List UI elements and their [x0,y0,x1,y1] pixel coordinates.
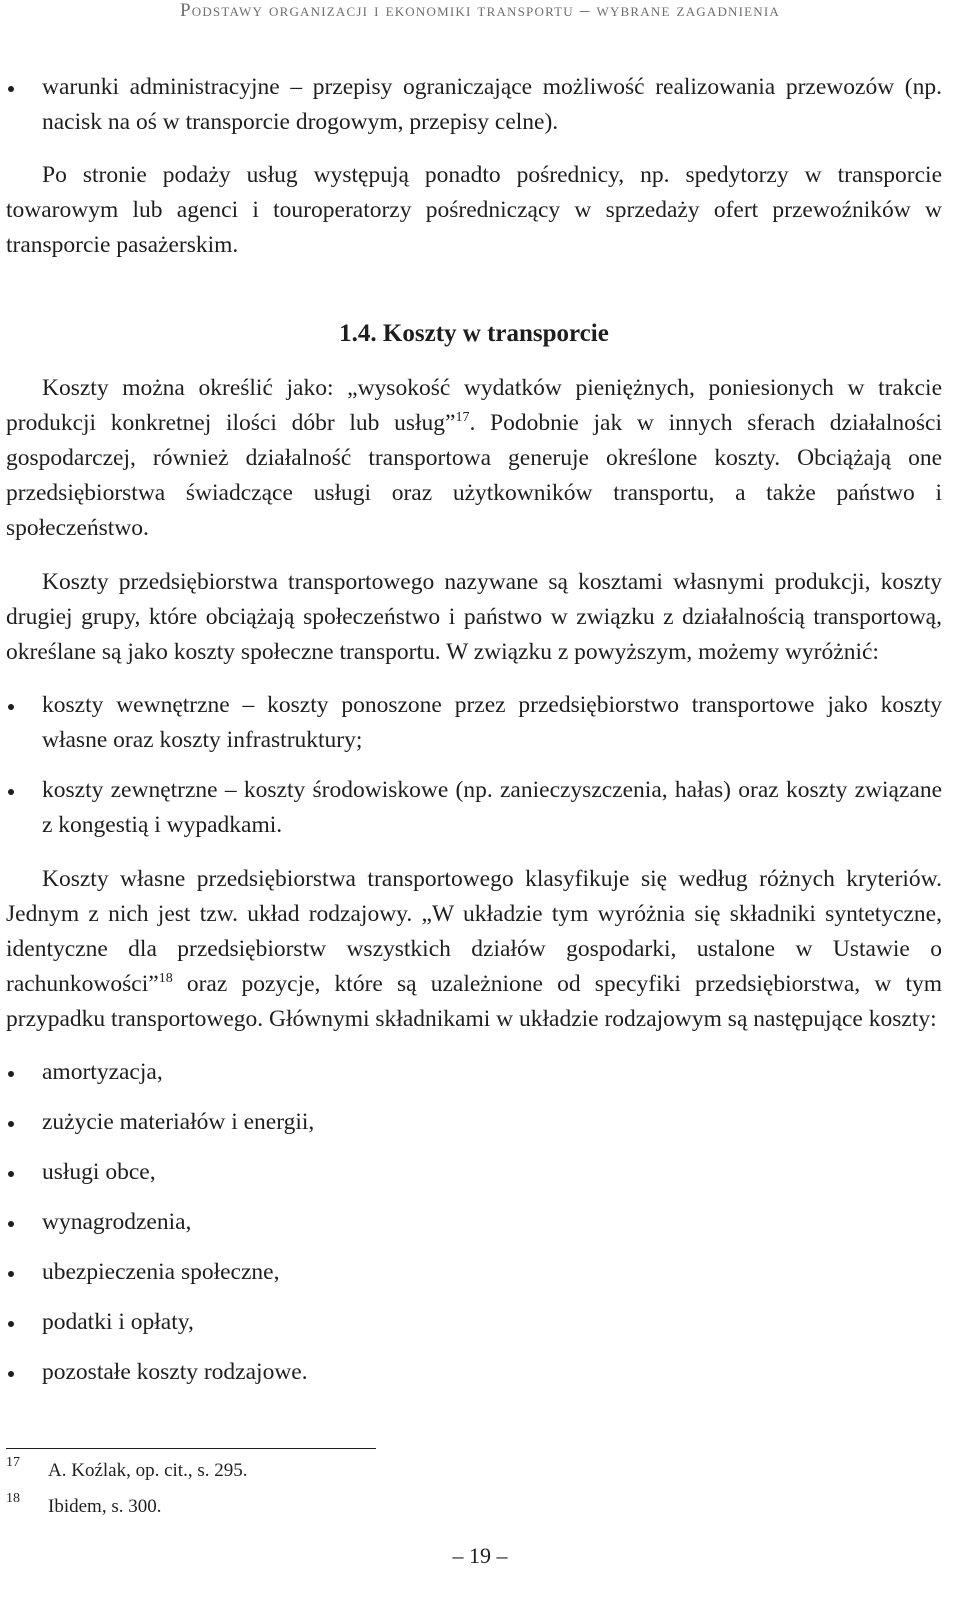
list-item-text: podatki i opłaty, [42,1309,194,1335]
bullet-icon [8,86,14,92]
list-item-text: ubezpieczenia społeczne, [42,1259,280,1285]
list-item [6,688,942,758]
list-item-text: koszty wewnętrzne – koszty ponoszone przez przedsiębiorstwo transportowe jako koszty własne oraz koszty infrastruktury; [42,692,942,753]
list-item-text: usługi obce, [42,1159,156,1185]
paragraph-cost-definition [6,371,942,546]
list-item [6,1055,942,1090]
paragraph-cost-groups: Koszty przedsiębiorstwa transportowego nazywane są kosztami własnymi produkcji, koszty drugiej grupy, które obciążają społeczeństwo i państwo w związku z działalnością transportową, określane są jako koszty społeczne transportu. W związku z powyższym, możemy wyróżnić: [6,569,942,665]
bullet-icon [8,1321,14,1327]
footnote-divider [6,1448,376,1449]
intro-bullet-list [6,70,942,140]
bullet-icon [8,1171,14,1177]
list-item-text: zużycie materiałów i energii, [42,1109,315,1135]
paragraph-cost-classification [6,862,942,1037]
bullet-icon [8,1071,14,1077]
list-item-text: warunki administracyjne – przepisy ograniczające możliwość realizowania przewozów (np. nacisk na oś w transporcie drogowym, przepisy celne). [42,74,942,135]
bullet-icon [8,789,14,795]
list-item-text: pozostałe koszty rodzajowe. [42,1359,308,1385]
footnote-text: A. Koźlak, op. cit., s. 295. [48,1460,248,1481]
cost-types-list [6,688,942,843]
paragraph-text: Koszty można określić jako: „wysokość wydatków pieniężnych, poniesionych w trakcie produkcji konkretnej ilości dóbr lub usług” [6,375,942,436]
list-item [6,70,942,140]
bullet-icon [8,1271,14,1277]
footnote-ref-17: 17 [455,410,470,425]
list-item [6,1255,942,1290]
footnote-number: 17 [6,1455,20,1470]
footnote-ref-18: 18 [158,971,173,986]
list-item [6,1305,942,1340]
page-number: – 19 – [452,1543,508,1568]
footnote-number: 18 [6,1491,20,1506]
bullet-icon [8,704,14,710]
paragraph-text: oraz pozycje, które są uzależnione od specyfiki przedsiębiorstwa, w tym przypadku transportowego. Głównymi składnikami w układzie rodzajowym są następujące koszty: [6,971,942,1032]
section-heading: 1.4. Koszty w transporcie [339,320,609,347]
list-item [6,1105,942,1140]
list-item-text: amortyzacja, [42,1059,163,1085]
list-item [6,1205,942,1240]
paragraph-text: Koszty własne przedsiębiorstwa transportowego klasyfikuje się według różnych kryteriów. Jednym z nich jest tzw. układ rodzajowy. „W układzie tym wyróżnia się składniki syntetyczne, identyczne dla przedsiębiorstw wszystkich działów gospodarki, ustalone w Ustawie o rachunkowości” [6,866,942,997]
paragraph-text: . Podobnie jak w innych sferach działalności gospodarczej, również działalność transportowa generuje określone koszty. Obciążają one przedsiębiorstwa świadczące usługi oraz użytkowników transportu, a także państwo i społeczeństwo. [6,410,942,541]
list-item [6,1355,942,1390]
cost-components-list [6,1055,942,1390]
footnote-text: Ibidem, s. 300. [48,1496,162,1517]
bullet-icon [8,1121,14,1127]
list-item [6,1155,942,1190]
main-text [6,70,942,1390]
bullet-icon [8,1371,14,1377]
bullet-icon [8,1221,14,1227]
running-header: Podstawy organizacji i ekonomiki transportu – wybrane zagadnienia [179,0,781,21]
list-item-text: koszty zewnętrzne – koszty środowiskowe (np. zanieczyszczenia, hałas) oraz koszty związane z kongestią i wypadkami. [42,777,942,838]
paragraph-intermediaries: Po stronie podaży usług występują ponadto pośrednicy, np. spedytorzy w transporcie towarowym lub agenci i touroperatorzy pośredniczący w sprzedaży ofert przewoźników w transporcie pasażerskim. [6,162,942,258]
list-item-text: wynagrodzenia, [42,1209,192,1235]
list-item [6,773,942,843]
